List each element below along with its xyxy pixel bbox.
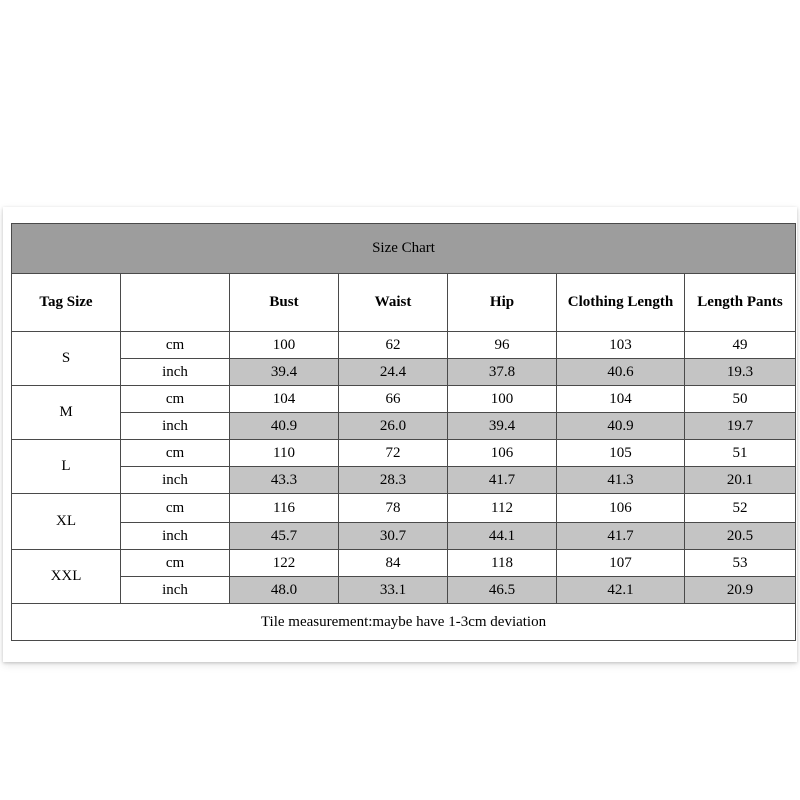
unit-label-cm: cm [121, 494, 230, 523]
measurement-note: Tile measurement:maybe have 1-3cm deviation [12, 604, 796, 641]
length-pants-inch-value: 20.5 [685, 523, 796, 550]
clothing-length-inch-value: 40.9 [557, 413, 685, 440]
waist-cm-value: 84 [339, 550, 448, 577]
clothing-length-cm-value: 104 [557, 386, 685, 413]
table-row [12, 577, 796, 604]
clothing-length-cm-value: 103 [557, 332, 685, 359]
unit-label-inch: inch [121, 413, 230, 440]
header-bust: Bust [230, 274, 339, 332]
table-row [12, 523, 796, 550]
hip-inch-value: 46.5 [448, 577, 557, 604]
footer-row [12, 604, 796, 641]
size-chart-table [11, 223, 796, 641]
clothing-length-inch-value: 40.6 [557, 359, 685, 386]
unit-label-cm: cm [121, 440, 230, 467]
clothing-length-inch-value: 41.3 [557, 467, 685, 494]
hip-cm-value: 106 [448, 440, 557, 467]
unit-label-inch: inch [121, 523, 230, 550]
bust-cm-value: 100 [230, 332, 339, 359]
bust-cm-value: 122 [230, 550, 339, 577]
waist-inch-value: 24.4 [339, 359, 448, 386]
bust-inch-value: 39.4 [230, 359, 339, 386]
waist-inch-value: 33.1 [339, 577, 448, 604]
hip-cm-value: 118 [448, 550, 557, 577]
table-row [12, 467, 796, 494]
unit-label-cm: cm [121, 332, 230, 359]
bust-cm-value: 110 [230, 440, 339, 467]
hip-inch-value: 39.4 [448, 413, 557, 440]
bust-inch-value: 45.7 [230, 523, 339, 550]
chart-title: Size Chart [12, 224, 796, 274]
table-row [12, 494, 796, 523]
length-pants-inch-value: 20.9 [685, 577, 796, 604]
unit-label-inch: inch [121, 467, 230, 494]
unit-label-inch: inch [121, 359, 230, 386]
length-pants-cm-value: 50 [685, 386, 796, 413]
length-pants-inch-value: 20.1 [685, 467, 796, 494]
hip-cm-value: 112 [448, 494, 557, 523]
waist-inch-value: 26.0 [339, 413, 448, 440]
table-row [12, 550, 796, 577]
clothing-length-inch-value: 41.7 [557, 523, 685, 550]
hip-cm-value: 100 [448, 386, 557, 413]
waist-inch-value: 28.3 [339, 467, 448, 494]
table-row [12, 359, 796, 386]
clothing-length-cm-value: 107 [557, 550, 685, 577]
bust-cm-value: 104 [230, 386, 339, 413]
unit-label-cm: cm [121, 386, 230, 413]
length-pants-inch-value: 19.3 [685, 359, 796, 386]
hip-inch-value: 41.7 [448, 467, 557, 494]
size-tag: XL [12, 494, 121, 550]
header-tag-size: Tag Size [12, 274, 121, 332]
bust-inch-value: 43.3 [230, 467, 339, 494]
header-row [12, 274, 796, 332]
hip-inch-value: 44.1 [448, 523, 557, 550]
header-hip: Hip [448, 274, 557, 332]
size-tag: XXL [12, 550, 121, 604]
header-waist: Waist [339, 274, 448, 332]
bust-inch-value: 40.9 [230, 413, 339, 440]
table-row [12, 386, 796, 413]
hip-cm-value: 96 [448, 332, 557, 359]
table-row [12, 413, 796, 440]
clothing-length-inch-value: 42.1 [557, 577, 685, 604]
clothing-length-cm-value: 105 [557, 440, 685, 467]
table-row [12, 332, 796, 359]
size-tag: S [12, 332, 121, 386]
waist-cm-value: 62 [339, 332, 448, 359]
waist-cm-value: 66 [339, 386, 448, 413]
length-pants-cm-value: 49 [685, 332, 796, 359]
waist-cm-value: 72 [339, 440, 448, 467]
table-row [12, 440, 796, 467]
bust-inch-value: 48.0 [230, 577, 339, 604]
size-tag: M [12, 386, 121, 440]
hip-inch-value: 37.8 [448, 359, 557, 386]
length-pants-cm-value: 52 [685, 494, 796, 523]
waist-inch-value: 30.7 [339, 523, 448, 550]
length-pants-cm-value: 51 [685, 440, 796, 467]
header-length-pants: Length Pants [685, 274, 796, 332]
unit-label-inch: inch [121, 577, 230, 604]
length-pants-cm-value: 53 [685, 550, 796, 577]
waist-cm-value: 78 [339, 494, 448, 523]
unit-label-cm: cm [121, 550, 230, 577]
header-clothing-length: Clothing Length [557, 274, 685, 332]
size-tag: L [12, 440, 121, 494]
bust-cm-value: 116 [230, 494, 339, 523]
header-unit [121, 274, 230, 332]
length-pants-inch-value: 19.7 [685, 413, 796, 440]
clothing-length-cm-value: 106 [557, 494, 685, 523]
